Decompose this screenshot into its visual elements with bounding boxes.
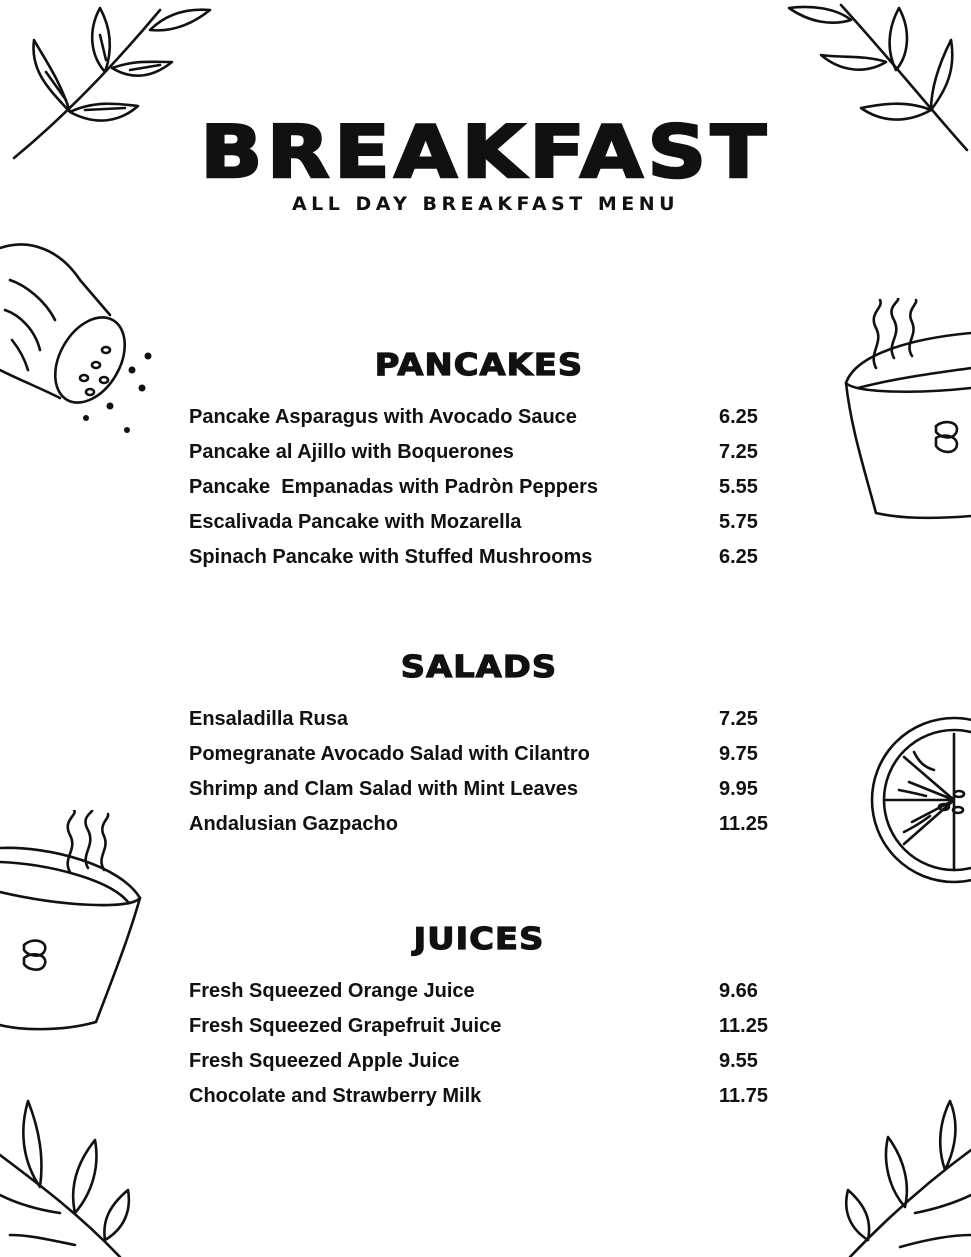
item-price: 5.55 [719,476,758,498]
menu-item [189,772,769,807]
section-juices [189,922,769,1114]
salt-shaker-icon [0,240,170,440]
item-price: 9.95 [719,778,758,800]
item-name: Escalivada Pancake with Mozarella [189,511,522,533]
menu-item [189,1044,769,1079]
leaf-branch-icon [810,1095,971,1257]
section-salads [189,650,769,842]
section-title: PANCAKES [374,348,584,383]
item-name: Ensaladilla Rusa [189,708,348,730]
menu-item [189,435,769,470]
coffee-cup-icon [0,810,150,1035]
item-price: 7.25 [719,441,758,463]
item-price: 11.75 [719,1085,768,1107]
menu-subtitle: ALL DAY BREAKFAST MENU [291,193,680,215]
item-price: 7.25 [719,708,758,730]
item-price: 9.55 [719,1050,758,1072]
menu-item [189,1009,769,1044]
item-name: Fresh Squeezed Apple Juice [189,1050,460,1072]
section-pancakes [189,348,769,575]
item-price: 11.25 [719,813,768,835]
item-price: 9.75 [719,743,758,765]
item-name: Pomegranate Avocado Salad with Cilantro [189,743,590,765]
menu-item [189,1079,769,1114]
item-name: Shrimp and Clam Salad with Mint Leaves [189,778,578,800]
item-name: Fresh Squeezed Orange Juice [189,980,475,1002]
leaf-branch-icon [0,1095,160,1257]
item-name: Andalusian Gazpacho [189,813,398,835]
section-title: JUICES [413,922,545,957]
coffee-cup-icon [836,298,971,523]
menu-item [189,540,769,575]
menu-item [189,974,769,1009]
menu-item [189,400,769,435]
item-name: Fresh Squeezed Grapefruit Juice [189,1015,502,1037]
item-name: Pancake al Ajillo with Boquerones [189,441,514,463]
menu-item [189,702,769,737]
section-title: SALADS [400,650,558,685]
item-price: 6.25 [719,546,758,568]
menu-item [189,807,769,842]
item-price: 9.66 [719,980,758,1002]
menu-item [189,505,769,540]
item-price: 5.75 [719,511,758,533]
item-price: 6.25 [719,406,758,428]
item-name: Pancake Asparagus with Avocado Sauce [189,406,577,428]
item-price: 11.25 [719,1015,768,1037]
lemon-slice-icon [864,712,971,887]
menu-item [189,737,769,772]
item-name: Spinach Pancake with Stuffed Mushrooms [189,546,593,568]
menu-item [189,470,769,505]
item-name: Chocolate and Strawberry Milk [189,1085,482,1107]
item-name: Pancake Empanadas with Padròn Peppers [189,476,599,498]
menu-title: BREAKFAST [200,110,771,194]
